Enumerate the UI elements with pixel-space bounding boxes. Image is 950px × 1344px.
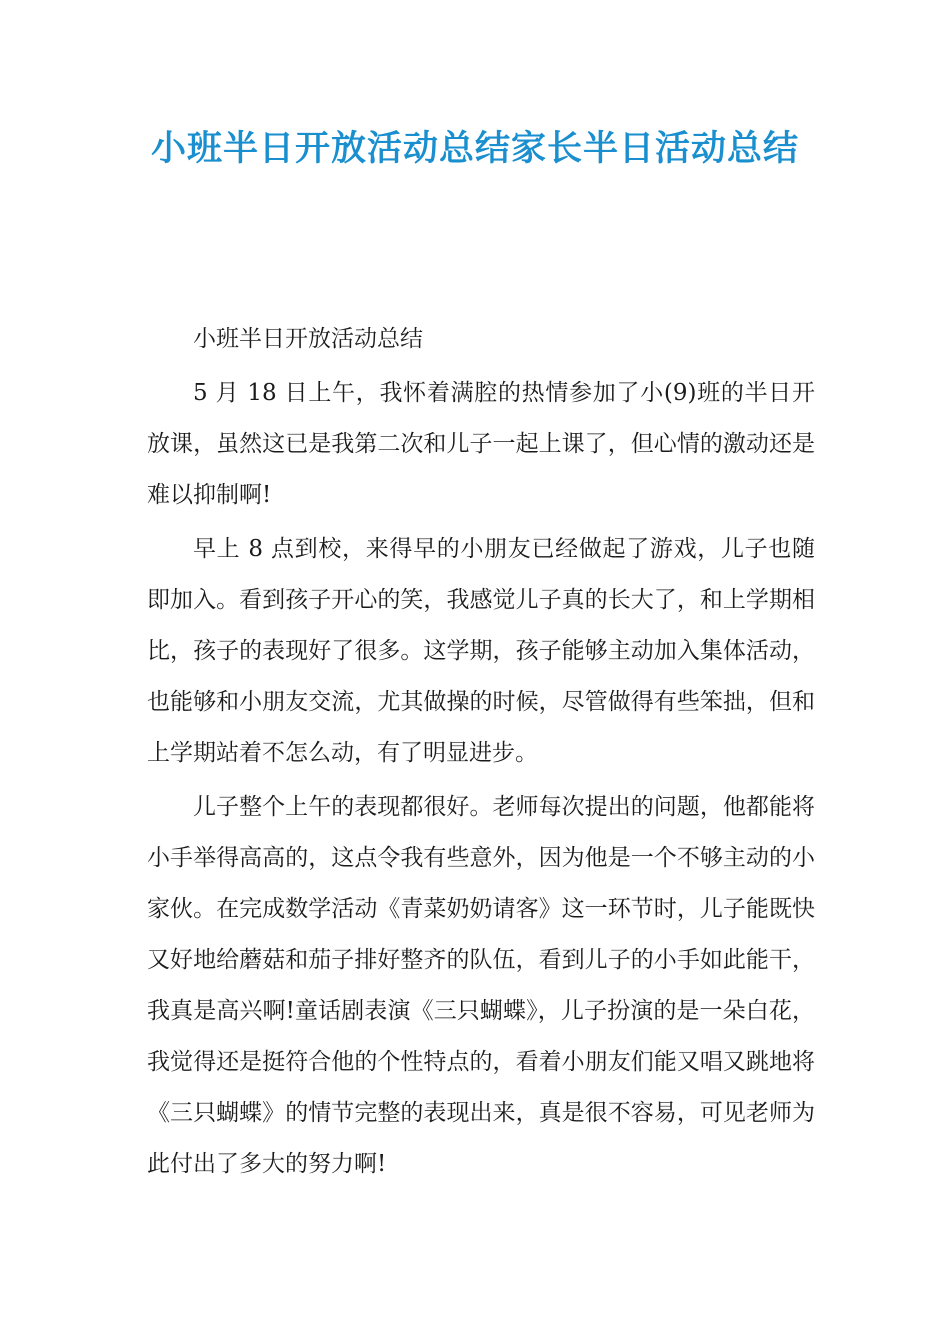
paragraph-3: 儿子整个上午的表现都很好。老师每次提出的问题，他都能将小手举得高高的，这点令我有些意外，因为他是一个不够主动的小家伙。在完成数学活动《青菜奶奶请客》这一环节时，儿子能既快又好地给蘑菇和茄子排好整齐的队伍，看到儿子的小手如此能干，我真是高兴啊!童话剧表演《三只蝴蝶》，儿子扮演的是一朵白花，我觉得还是挺符合他的个性特点的，看着小朋友们能又唱又跳地将《三只蝴蝶》的情节完整的表现出来，真是很不容易，可见老师为此付出了多大的努力啊! [147, 794, 815, 1177]
document-body [147, 314, 815, 1190]
document-title: 小班半日开放活动总结家长半日活动总结 [150, 129, 799, 169]
paragraph-2: 早上 8 点到校，来得早的小朋友已经做起了游戏，儿子也随即加入。看到孩子开心的笑，我感觉儿子真的长大了，和上学期相比，孩子的表现好了很多。这学期，孩子能够主动加入集体活动，也能够和小朋友交流，尤其做操的时候，尽管做得有些笨拙，但和上学期站着不怎么动，有了明显进步。 [147, 536, 815, 766]
section-heading: 小班半日开放活动总结 [193, 326, 423, 352]
paragraph-1: 5 月 18 日上午，我怀着满腔的热情参加了小(9)班的半日开放课，虽然这已是我第二次和儿子一起上课了，但心情的激动还是难以抑制啊! [147, 380, 815, 508]
